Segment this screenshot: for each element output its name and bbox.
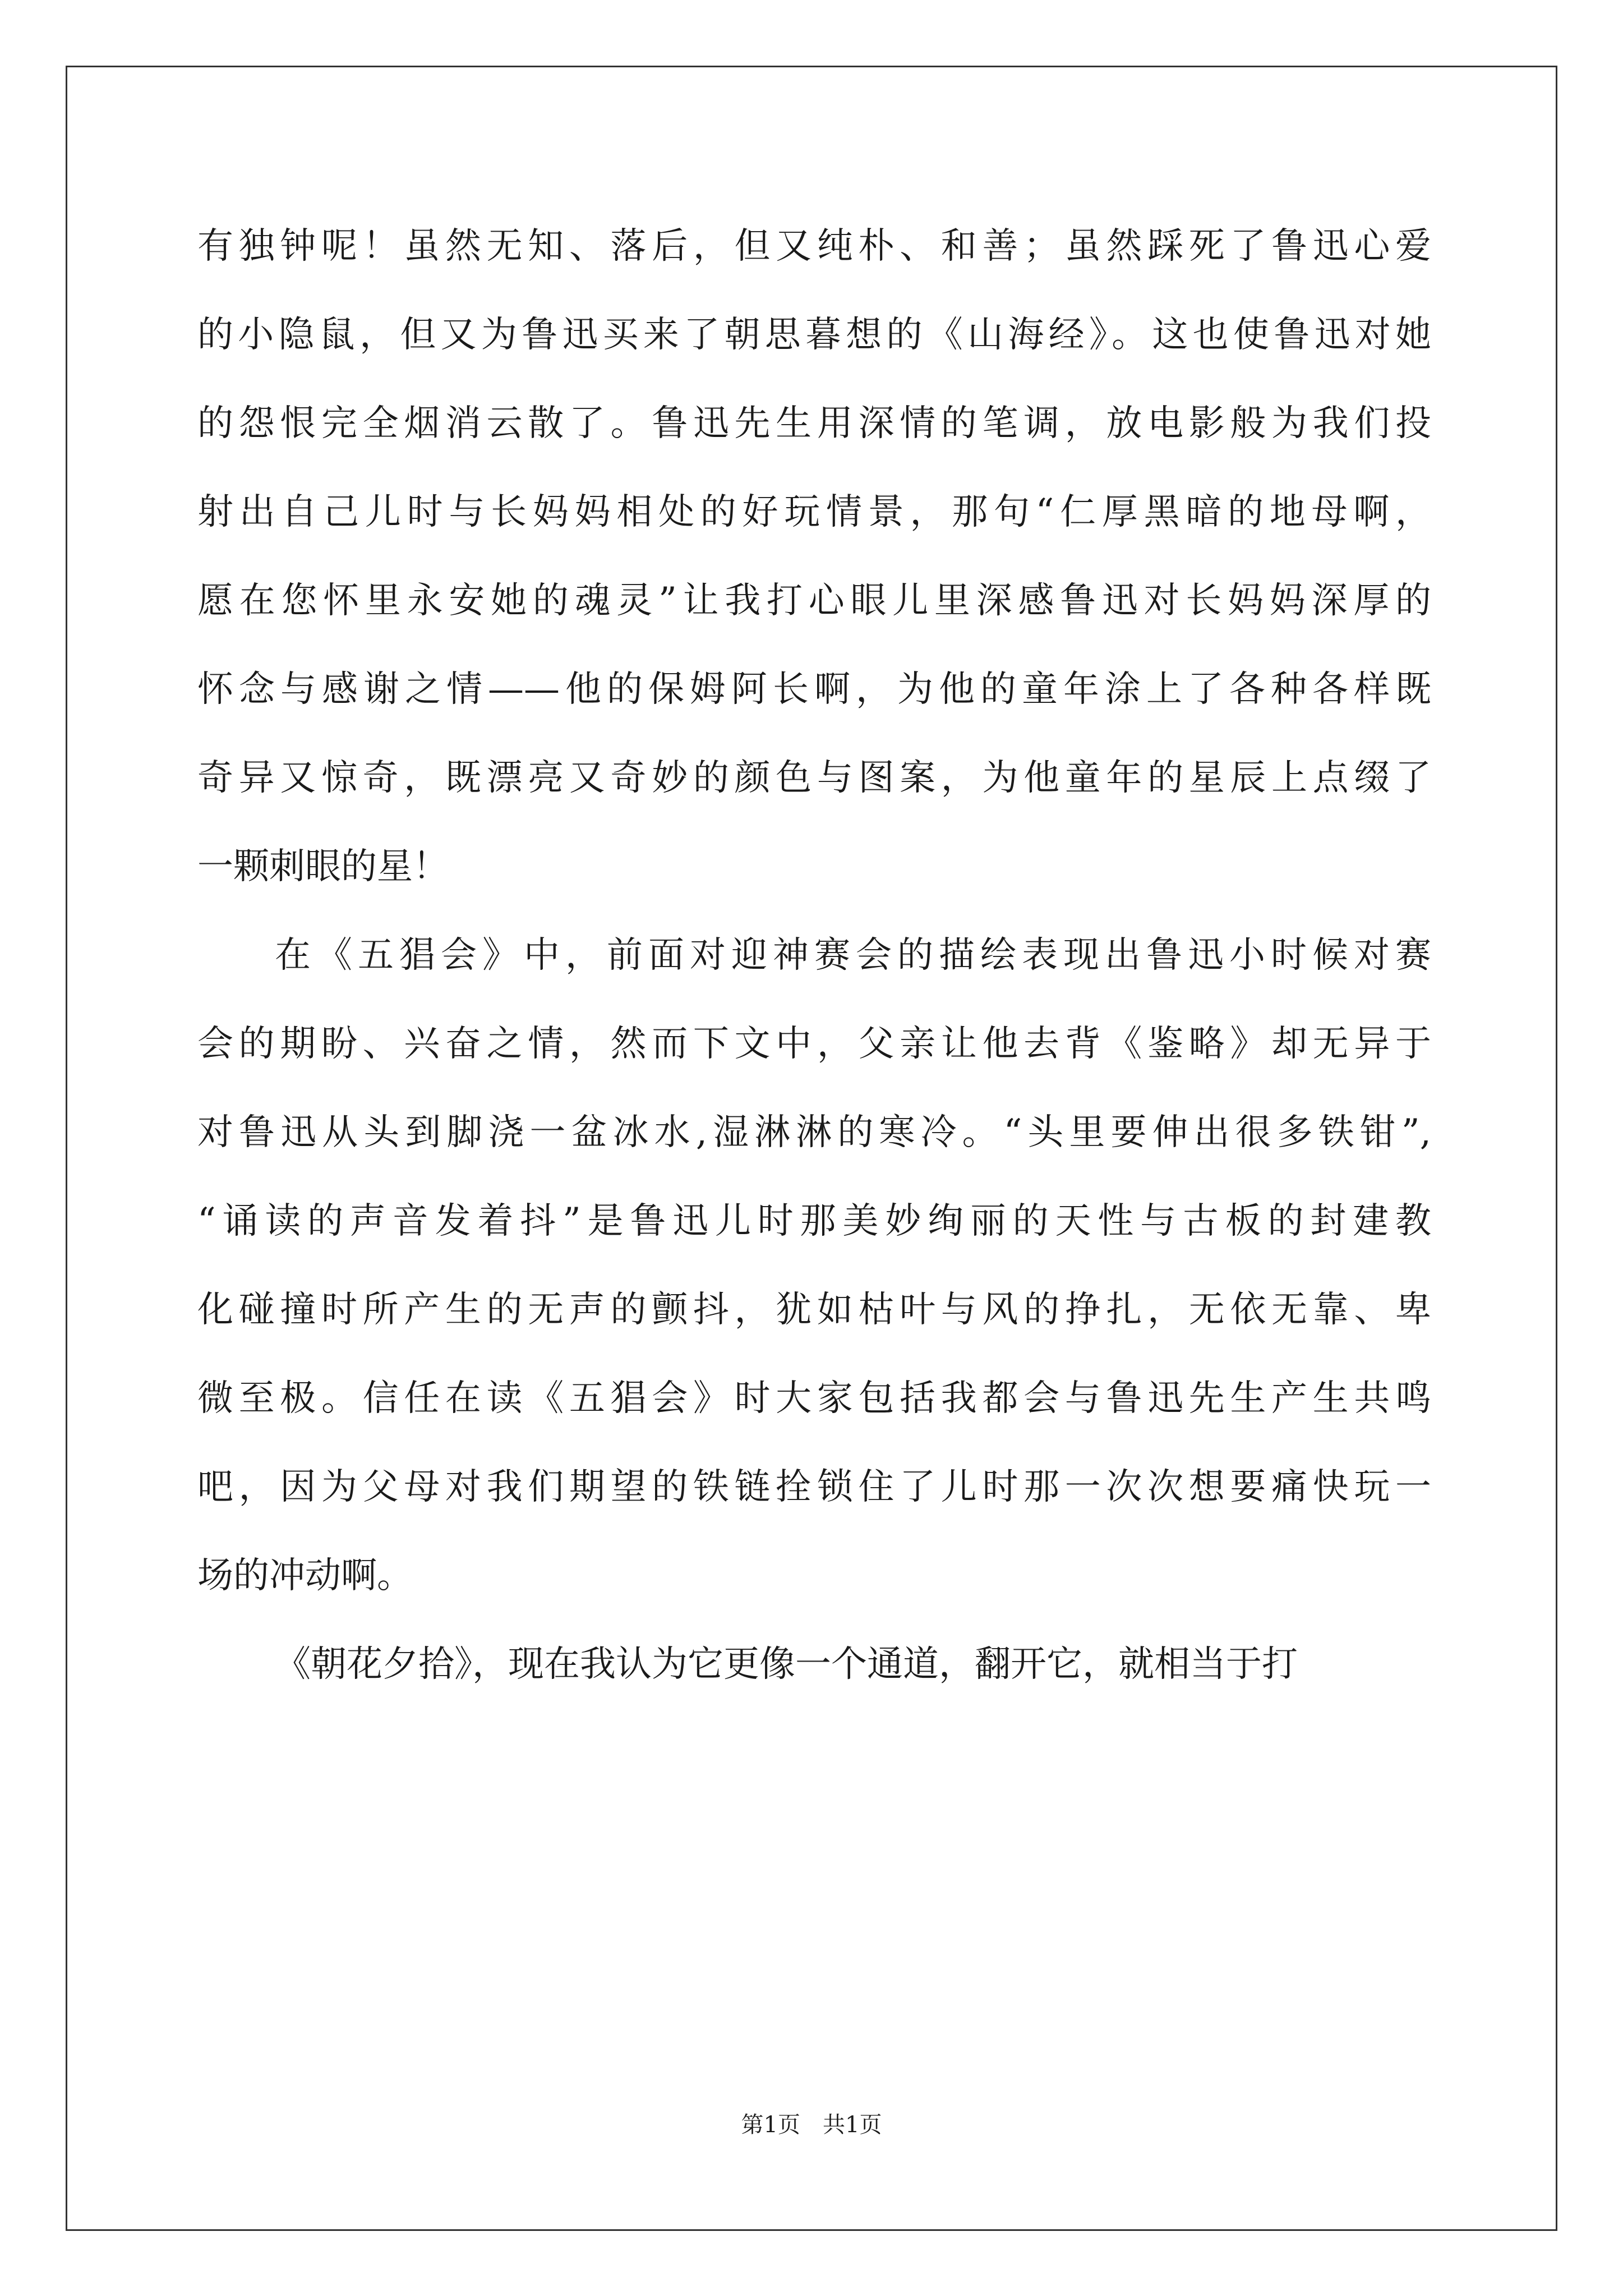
text-line: 有独钟呢！虽然无知、落后，但又纯朴、和善；虽然踩死了鲁迅心爱 [197,226,1431,267]
text-line: 《朝花夕拾》，现在我认为它更像一个通道，翻开它，就相当于打 [275,1644,1298,1685]
text-line: 场的冲动啊。 [197,1555,413,1596]
text-line: 微至极。信任在读《五猖会》时大家包括我都会与鲁迅先生产生共鸣 [197,1378,1431,1419]
text-line: 愿在您怀里永安她的魂灵”让我打心眼儿里深感鲁迅对长妈妈深厚的 [197,580,1431,622]
text-line: 会的期盼、兴奋之情，然而下文中，父亲让他去背《鉴略》却无异于 [197,1023,1431,1065]
text-line: “诵读的声音发着抖”是鲁迅儿时那美妙绚丽的天性与古板的封建教 [197,1200,1431,1242]
text-line: 的怨恨完全烟消云散了。鲁迅先生用深情的笔调，放电影般为我们投 [197,403,1431,444]
text-line: 射出自己儿时与长妈妈相处的好玩情景，那句“仁厚黑暗的地母啊， [197,491,1431,533]
page-footer: 第1页 共1页 [741,2112,882,2138]
text-line: 怀念与感谢之情——他的保姆阿长啊，为他的童年涂上了各种各样既 [197,669,1431,710]
text-line: 在《五猖会》中，前面对迎神赛会的描绘表现出鲁迅小时候对赛 [275,935,1431,976]
text-line: 一颗刺眼的星！ [197,846,449,887]
text-line: 的小隐鼠，但又为鲁迅买来了朝思暮想的《山海经》。这也使鲁迅对她 [197,314,1431,356]
text-line: 吧，因为父母对我们期望的铁链拴锁住了儿时那一次次想要痛快玩一 [197,1466,1431,1508]
text-line: 对鲁迅从头到脚浇一盆冰水,湿淋淋的寒冷。“头里要伸出很多铁钳”, [197,1112,1431,1153]
text-line: 奇异又惊奇，既漂亮又奇妙的颜色与图案，为他童年的星辰上点缀了 [197,757,1431,799]
document-body [197,202,1431,1709]
text-line: 化碰撞时所产生的无声的颤抖，犹如枯叶与风的挣扎，无依无靠、卑 [197,1289,1431,1331]
